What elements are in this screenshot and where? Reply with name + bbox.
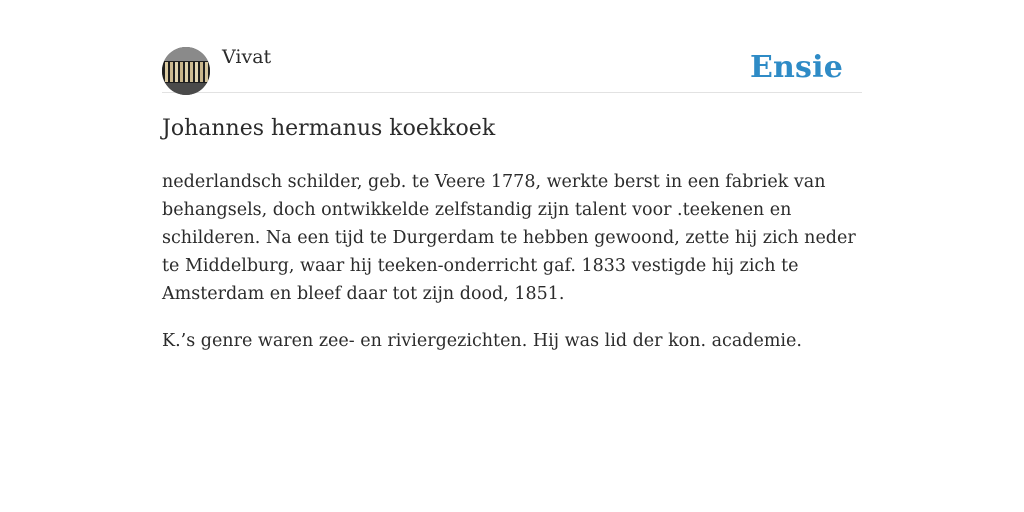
brand-logo[interactable]: Ensie [749, 50, 843, 85]
article-header [162, 0, 862, 93]
article-title: Johannes hermanus koekkoek [162, 116, 496, 141]
source-avatar[interactable] [162, 47, 210, 95]
article-paragraph: nederlandsch schilder, geb. te Veere 1778, werkte berst in een fabriek van behangsels, doch ontwikkelde zelfstandig zijn talent voor .teekenen en schilderen. Na een tijd te Durgerdam te hebben gewoond, zette hij zich neder te Middelburg, waar hij teeken-onderricht gaf. 1833 vestigde hij zich te Amsterdam en bleef daar tot zijn dood, 1851. [162, 172, 856, 304]
article-page [162, 0, 862, 351]
books-avatar-icon [162, 47, 210, 95]
source-name[interactable]: Vivat [222, 46, 272, 68]
article-paragraph: K.’s genre waren zee- en riviergezichten. Hij was lid der kon. academie. [162, 331, 802, 351]
article-body [162, 168, 862, 374]
